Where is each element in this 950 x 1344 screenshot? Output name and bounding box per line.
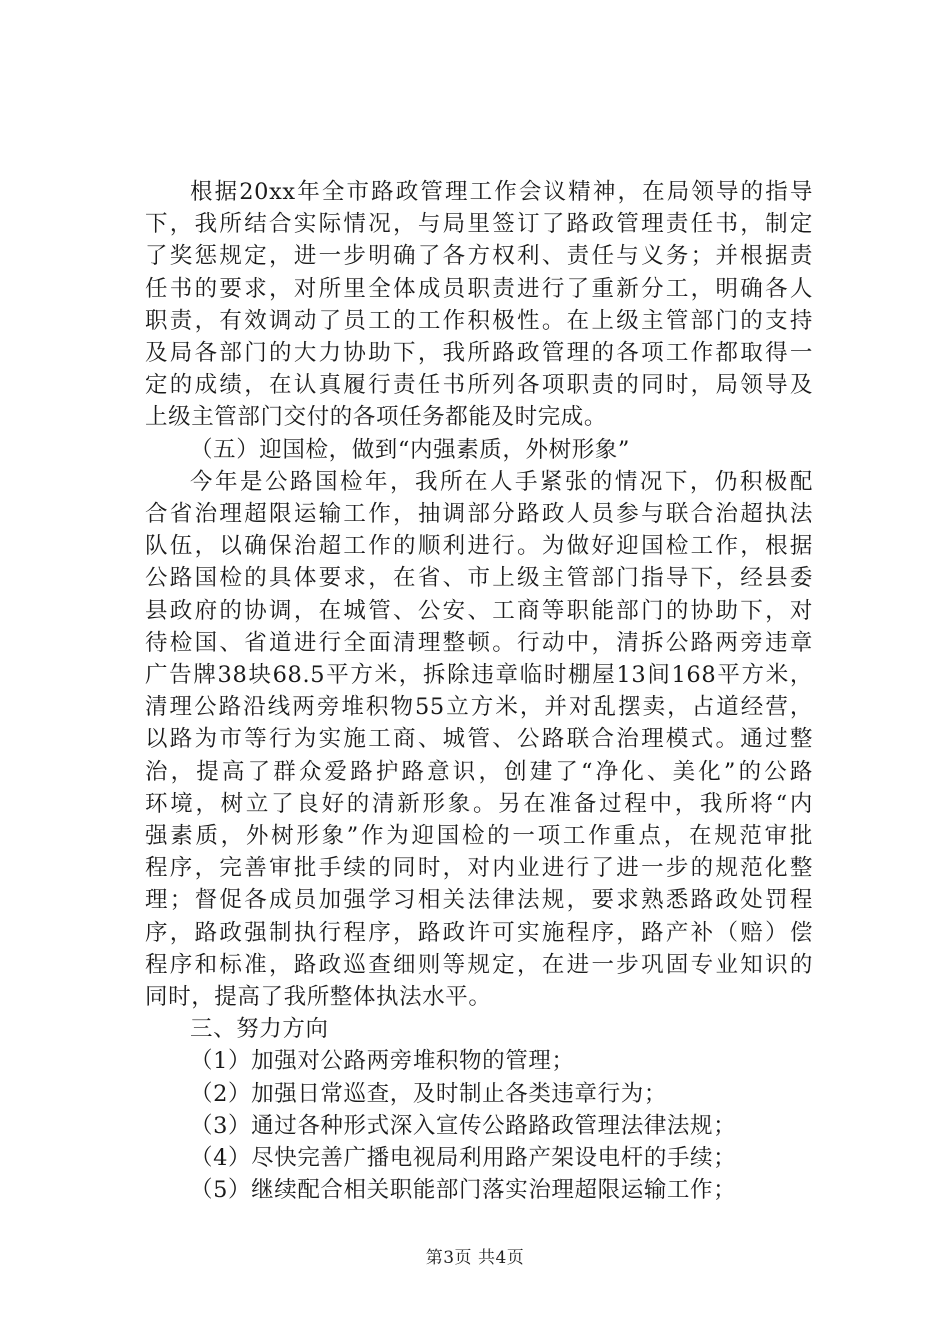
paragraph-line: 县政府的协调，在城管、公安、工商等职能部门的协助下，对 bbox=[145, 597, 813, 624]
paragraph-line: 序，路政强制执行程序，路政许可实施程序，路产补（赔）偿 bbox=[145, 919, 813, 946]
paragraph-line: 同时，提高了我所整体执法水平。 bbox=[145, 984, 492, 1011]
paragraph-line: 环境，树立了良好的清新形象。另在准备过程中，我所将“内 bbox=[145, 790, 813, 817]
document-body bbox=[145, 176, 813, 1207]
paragraph-line: 程序和标准，路政巡查细则等规定，在进一步巩固专业知识的 bbox=[145, 951, 813, 978]
paragraph-line: 以路为市等行为实施工商、城管、公路联合治理模式。通过整 bbox=[145, 726, 813, 753]
paragraph-line: 清理公路沿线两旁堆积物55立方米，并对乱摆卖，占道经营， bbox=[145, 694, 813, 721]
paragraph-line: 程序，完善审批手续的同时，对内业进行了进一步的规范化整 bbox=[145, 855, 813, 882]
list-item: （4）尽快完善广播电视局利用路产架设电杆的手续； bbox=[190, 1145, 737, 1172]
paragraph-national-inspection bbox=[145, 466, 813, 1013]
paragraph-line: 定的成绩，在认真履行责任书所列各项职责的同时，局领导及 bbox=[145, 372, 813, 399]
paragraph-responsibility bbox=[145, 176, 813, 434]
paragraph-line: 了奖惩规定，进一步明确了各方权利、责任与义务；并根据责 bbox=[145, 243, 813, 270]
paragraph-line: 理；督促各成员加强学习相关法律法规，要求熟悉路政处罚程 bbox=[145, 887, 813, 914]
list-item: （5）继续配合相关职能部门落实治理超限运输工作； bbox=[190, 1177, 737, 1204]
list-item: （3）通过各种形式深入宣传公路路政管理法律法规； bbox=[190, 1112, 737, 1139]
list-item: （2）加强日常巡查，及时制止各类违章行为； bbox=[190, 1080, 667, 1107]
paragraph-line: 公路国检的具体要求，在省、市上级主管部门指导下，经县委 bbox=[145, 565, 813, 592]
page-footer: 第3页 共4页 bbox=[425, 1248, 525, 1268]
paragraph-line: 根据20xx年全市路政管理工作会议精神，在局领导的指导 bbox=[190, 179, 813, 205]
paragraph-line: 任书的要求，对所里全体成员职责进行了重新分工，明确各人 bbox=[145, 275, 813, 302]
section-heading-3: 三、努力方向 bbox=[190, 1016, 329, 1043]
paragraph-line: 上级主管部门交付的各项任务都能及时完成。 bbox=[145, 404, 608, 431]
section-heading-5: （五）迎国检，做到“内强素质，外树形象” bbox=[190, 436, 631, 463]
paragraph-line: 强素质，外树形象”作为迎国检的一项工作重点，在规范审批 bbox=[145, 823, 813, 850]
paragraph-line: 合省治理超限运输工作，抽调部分路政人员参与联合治超执法 bbox=[145, 501, 813, 528]
paragraph-line: 下，我所结合实际情况，与局里签订了路政管理责任书，制定 bbox=[145, 211, 813, 238]
paragraph-line: 职责，有效调动了员工的工作积极性。在上级主管部门的支持 bbox=[145, 307, 813, 334]
paragraph-line: 广告牌38块68.5平方米，拆除违章临时棚屋13间168平方米， bbox=[145, 662, 813, 689]
paragraph-line: 队伍，以确保治超工作的顺利进行。为做好迎国检工作，根据 bbox=[145, 533, 813, 560]
paragraph-line: 治，提高了群众爱路护路意识，创建了“净化、美化”的公路 bbox=[145, 758, 813, 785]
paragraph-line: 及局各部门的大力协助下，我所路政管理的各项工作都取得一 bbox=[145, 340, 813, 367]
paragraph-line: 今年是公路国检年，我所在人手紧张的情况下，仍积极配 bbox=[190, 468, 813, 495]
paragraph-line: 待检国、省道进行全面清理整顿。行动中，清拆公路两旁违章 bbox=[145, 629, 813, 656]
list-item: （1）加强对公路两旁堆积物的管理； bbox=[190, 1048, 575, 1075]
